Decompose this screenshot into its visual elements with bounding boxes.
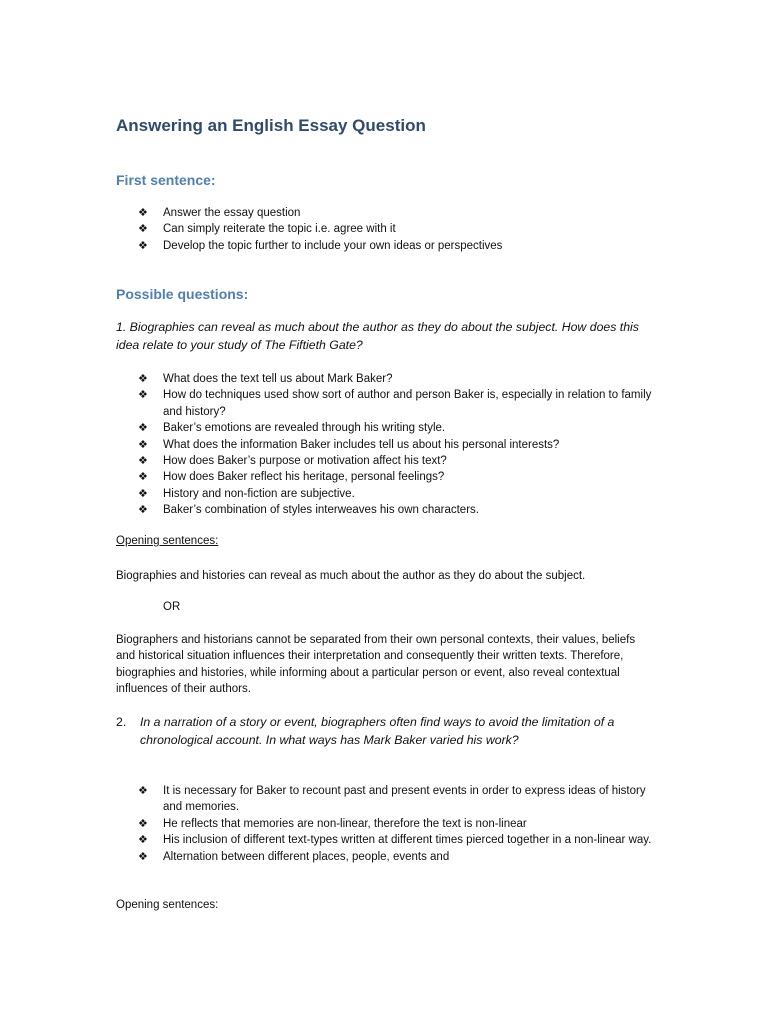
list-item: ❖ Baker’s combination of styles interweaves his own characters. [138, 502, 658, 518]
opening-sentence-2: Biographers and historians cannot be separated from their own personal contexts, their values, beliefs and historical situation influences their interpretation and consequently their written texts. Therefore, biographies and histories, while informing about a particular person or event, also reveal contextual influences of their authors. [116, 634, 636, 696]
list-item: ❖ How do techniques used show sort of author and person Baker is, especially in relation to family and history? [138, 389, 652, 418]
opening-sentences-label-2: Opening sentences: [116, 899, 219, 911]
question-2 [116, 713, 636, 749]
diamond-bullet-icon: ❖ [138, 455, 148, 468]
list-item: ❖ What does the text tell us about Mark Baker? [138, 371, 658, 387]
diamond-bullet-icon: ❖ [138, 834, 148, 847]
diamond-bullet-icon: ❖ [138, 850, 148, 863]
first-sentence-list [138, 205, 658, 254]
diamond-bullet-icon: ❖ [138, 487, 148, 500]
list-item: ❖ History and non-fiction are subjective. [138, 486, 658, 502]
list-item: ❖ Alternation between different places, people, events and [138, 849, 658, 865]
list-item: ❖ Develop the topic further to include your own ideas or perspectives [138, 238, 658, 254]
list-item: ❖ It is necessary for Baker to recount past and present events in order to express ideas of history and memories. [138, 785, 646, 814]
diamond-bullet-icon: ❖ [138, 471, 148, 484]
diamond-bullet-icon: ❖ [138, 817, 148, 830]
possible-questions-heading: Possible questions: [116, 286, 249, 302]
diamond-bullet-icon: ❖ [138, 373, 148, 385]
diamond-bullet-icon: ❖ [138, 239, 148, 252]
page-title: Answering an English Essay Question [116, 116, 426, 135]
list-item: ❖ How does Baker’s purpose or motivation affect his text? [138, 453, 658, 469]
or-separator: OR [163, 601, 181, 613]
list-item: ❖ He reflects that memories are non-linear, therefore the text is non-linear [138, 816, 658, 832]
question-2-list [138, 783, 658, 865]
diamond-bullet-icon: ❖ [138, 389, 148, 402]
diamond-bullet-icon: ❖ [138, 438, 148, 451]
list-item: ❖ His inclusion of different text-types written at different times pierced together in a non-linear way. [138, 832, 658, 848]
diamond-bullet-icon: ❖ [138, 422, 148, 435]
diamond-bullet-icon: ❖ [138, 223, 148, 236]
list-item: ❖ How does Baker reflect his heritage, personal feelings? [138, 469, 658, 485]
list-item: ❖ Baker’s emotions are revealed through his writing style. [138, 420, 658, 436]
first-sentence-heading: First sentence: [116, 172, 216, 188]
opening-sentences-label: Opening sentences: [116, 535, 219, 547]
diamond-bullet-icon: ❖ [138, 785, 148, 797]
diamond-bullet-icon: ❖ [138, 207, 148, 219]
list-item: ❖ Can simply reiterate the topic i.e. agree with it [138, 221, 658, 237]
list-item: ❖ What does the information Baker includes tell us about his personal interests? [138, 437, 658, 453]
opening-sentence-1: Biographies and histories can reveal as much about the author as they do about the subject. [116, 570, 586, 582]
question-1-list [138, 371, 658, 519]
question-2-number: 2. [116, 715, 127, 729]
list-item: ❖ Answer the essay question [138, 205, 658, 221]
question-2-text: In a narration of a story or event, biographers often find ways to avoid the limitation of a chronological account. In what ways has Mark Baker varied his work? [140, 715, 615, 747]
diamond-bullet-icon: ❖ [138, 504, 148, 517]
question-1: 1. Biographies can reveal as much about the author as they do about the subject. How does this idea relate to your study of The Fiftieth Gate? [116, 320, 639, 352]
